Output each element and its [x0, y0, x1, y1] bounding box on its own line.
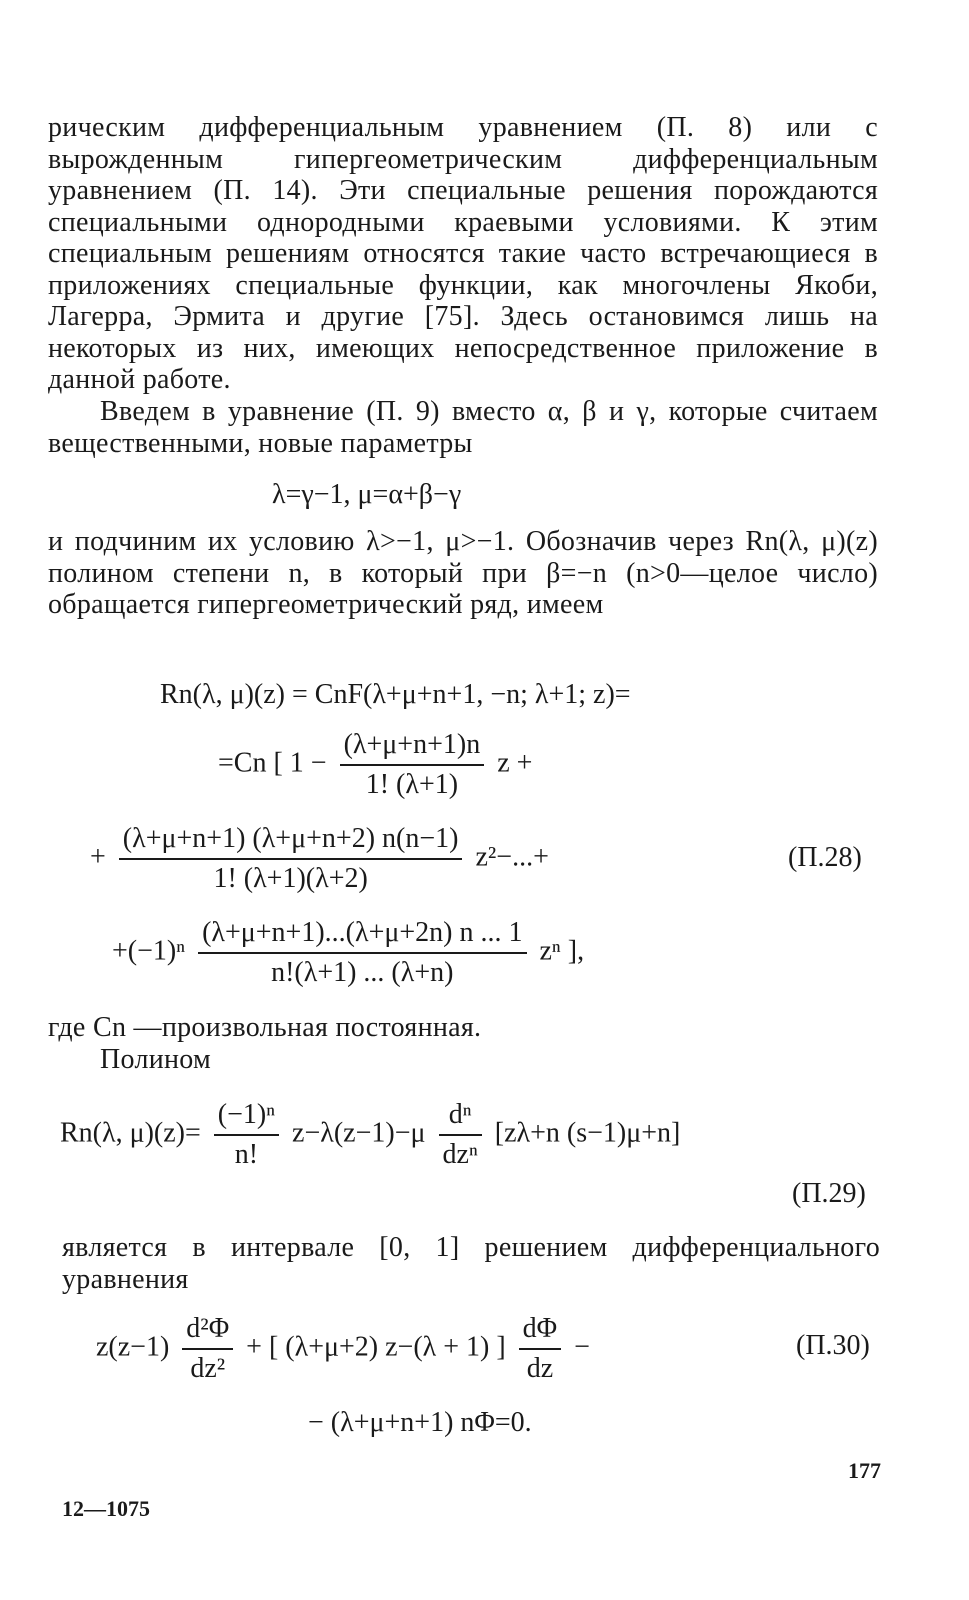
eq30-fraction-1 — [182, 1312, 233, 1386]
eq28-line3-num: (λ+μ+n+1) (λ+μ+n+2) n(n−1) — [119, 822, 463, 860]
eq28-line4 — [112, 916, 584, 990]
eq28-line2-den: 1! (λ+1) — [365, 769, 459, 800]
text-after-28-text: где Cn —произвольная постоянная. — [48, 1012, 482, 1043]
eq28-line3-tail: z²−...+ — [475, 841, 549, 873]
eq29-label: (П.29) — [792, 1178, 866, 1209]
eq28-line1: Rn(λ, μ)(z) = CnF(λ+μ+n+1, −n; λ+1; z)= — [160, 679, 631, 710]
eq28-line3-fraction — [119, 822, 463, 896]
text-after-29 — [62, 1232, 880, 1295]
eq28-line3 — [90, 822, 549, 896]
eq30-mid: + [ (λ+μ+2) z−(λ + 1) ] — [246, 1331, 506, 1363]
eq28-line2-lead: =Cn [ 1 − — [218, 747, 327, 779]
eq28-line3-lead: + — [90, 841, 106, 873]
eq29-num2: dⁿ — [439, 1098, 482, 1136]
eq29-num1: (−1)ⁿ — [214, 1098, 279, 1136]
eq29 — [60, 1098, 680, 1172]
eq29-fraction-1 — [214, 1098, 279, 1172]
eq28-line2-num: (λ+μ+n+1)n — [340, 728, 485, 766]
eq29-den1: n! — [234, 1139, 259, 1170]
eq28-label: (П.28) — [788, 842, 862, 873]
page-number: 177 — [848, 1458, 881, 1483]
eq30-num1: d²Φ — [182, 1312, 233, 1350]
eq30-den2: dz — [526, 1353, 554, 1384]
eq29-fraction-2 — [439, 1098, 482, 1172]
eq30-tail: − — [574, 1331, 590, 1363]
eq30-den1: dz² — [190, 1353, 226, 1384]
printer-signature: 12—1075 — [62, 1496, 150, 1521]
eq28-line4-lead: +(−1)ⁿ — [112, 935, 186, 967]
paragraph-1 — [48, 112, 878, 396]
paragraph-2 — [48, 396, 878, 459]
eq28-line4-num: (λ+μ+n+1)...(λ+μ+2n) n ... 1 — [198, 916, 526, 954]
eq29-lead: Rn(λ, μ)(z)= — [60, 1117, 201, 1149]
eq28-line4-fraction — [198, 916, 526, 990]
eq29-den2: dzⁿ — [442, 1139, 478, 1170]
paragraph-3-text: и подчиним их условию λ>−1, μ>−1. Обозначив через Rn(λ, μ)(z) полином степени n, в который при β=−n (n>0—целое число) обращается гипергеометрический ряд, имеем — [48, 526, 878, 620]
eq28-line4-tail: zⁿ ], — [539, 935, 585, 967]
eq28-line2 — [218, 728, 532, 802]
formula-params: λ=γ−1, μ=α+β−γ — [272, 479, 462, 510]
eq30-lead: z(z−1) — [96, 1331, 170, 1363]
text-polinom — [48, 1044, 878, 1076]
eq30-line1 — [96, 1312, 590, 1386]
eq30-line2: − (λ+μ+n+1) nΦ=0. — [308, 1407, 532, 1438]
eq30-fraction-2 — [519, 1312, 561, 1386]
eq29-mid: z−λ(z−1)−μ — [292, 1117, 426, 1149]
eq28-line2-tail: z + — [497, 747, 533, 779]
eq30-label: (П.30) — [796, 1330, 870, 1361]
paragraph-3 — [48, 526, 878, 621]
eq30-num2: dΦ — [519, 1312, 561, 1350]
paragraph-1-text: рическим дифференциальным уравнением (П. 8) или с вырожденным гипергеометрическим дифференциальным уравнением (П. 14). Эти специальные решения порождаются специальными однородными краевыми условиями. К этим специальным решениям относятся такие часто встречающиеся в приложениях специальные функции, как многочлены Якоби, Лагерра, Эрмита и другие [75]. Здесь остановимся лишь на некоторых из них, имеющих непосредственное приложение в данной работе. — [48, 112, 878, 395]
eq28-line2-fraction — [340, 728, 485, 802]
text-after-29-text: является в интервале [0, 1] решением дифференциального уравнения — [62, 1232, 880, 1295]
text-after-28 — [48, 1012, 878, 1044]
eq28-line4-den: n!(λ+1) ... (λ+n) — [271, 957, 454, 988]
paragraph-2-text: Введем в уравнение (П. 9) вместо α, β и γ, которые считаем вещественными, новые параметры — [48, 396, 878, 459]
eq29-tail: [zλ+n (s−1)μ+n] — [494, 1117, 681, 1149]
text-polinom-text: Полином — [100, 1044, 212, 1075]
eq28-line3-den: 1! (λ+1)(λ+2) — [213, 863, 368, 894]
